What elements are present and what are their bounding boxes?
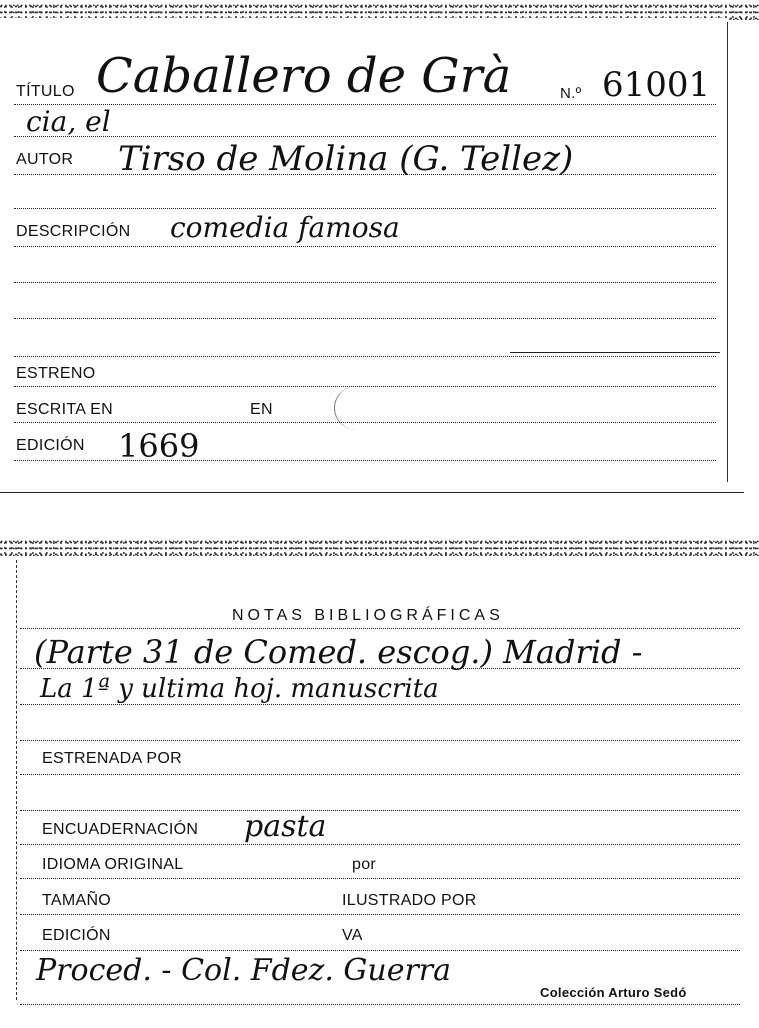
edicion-label-bottom: EDICIÓN [42, 927, 111, 944]
tamano-label: TAMAÑO [42, 892, 112, 909]
coleccion-stamp: Colección Arturo Sedó [540, 985, 687, 1000]
en-label: EN [250, 401, 273, 418]
autor-value: Tirso de Molina (G. Tellez) [118, 139, 574, 179]
scan-edge-middle [0, 540, 759, 556]
encuadernacion-value: pasta [244, 809, 327, 844]
titulo-label: TÍTULO [16, 83, 75, 100]
descripcion-label: DESCRIPCIÓN [16, 223, 131, 240]
idioma-original-label: IDIOMA ORIGINAL [42, 856, 184, 873]
estrenada-por-label: ESTRENADA POR [42, 750, 182, 767]
numero-label: N.º [560, 85, 582, 102]
estreno-label: ESTRENO [16, 365, 96, 382]
encuadernacion-label: ENCUADERNACIÓN [42, 821, 199, 838]
card-edge-right [727, 22, 728, 482]
titulo-value: Caballero de Grà [96, 48, 512, 104]
ilustrado-por-label: ILUSTRADO POR [342, 892, 477, 909]
edicion-label-top: EDICIÓN [16, 437, 85, 454]
punch-hole [334, 386, 379, 430]
descripcion-value: comedia famosa [170, 211, 400, 244]
autor-label: AUTOR [16, 151, 74, 168]
por-label: por [352, 856, 377, 873]
notas-bibliograficas-heading: NOTAS BIBLIOGRÁFICAS [232, 607, 504, 624]
card-edge-left [16, 560, 17, 1000]
nota-line-2: La 1ª y ultima hoj. manuscrita [40, 674, 439, 704]
escrita-en-label: ESCRITA EN [16, 401, 113, 418]
va-label: VA [342, 927, 363, 944]
titulo-continuation: cia, el [26, 105, 111, 138]
nota-line-1: (Parte 31 de Comed. escog.) Madrid - [34, 633, 643, 671]
numero-value: 61001 [602, 65, 711, 105]
paper-damage-blot [368, 918, 408, 952]
procedencia-value: Proced. - Col. Fdez. Guerra [36, 953, 452, 988]
edicion-value-top: 1669 [118, 427, 200, 465]
